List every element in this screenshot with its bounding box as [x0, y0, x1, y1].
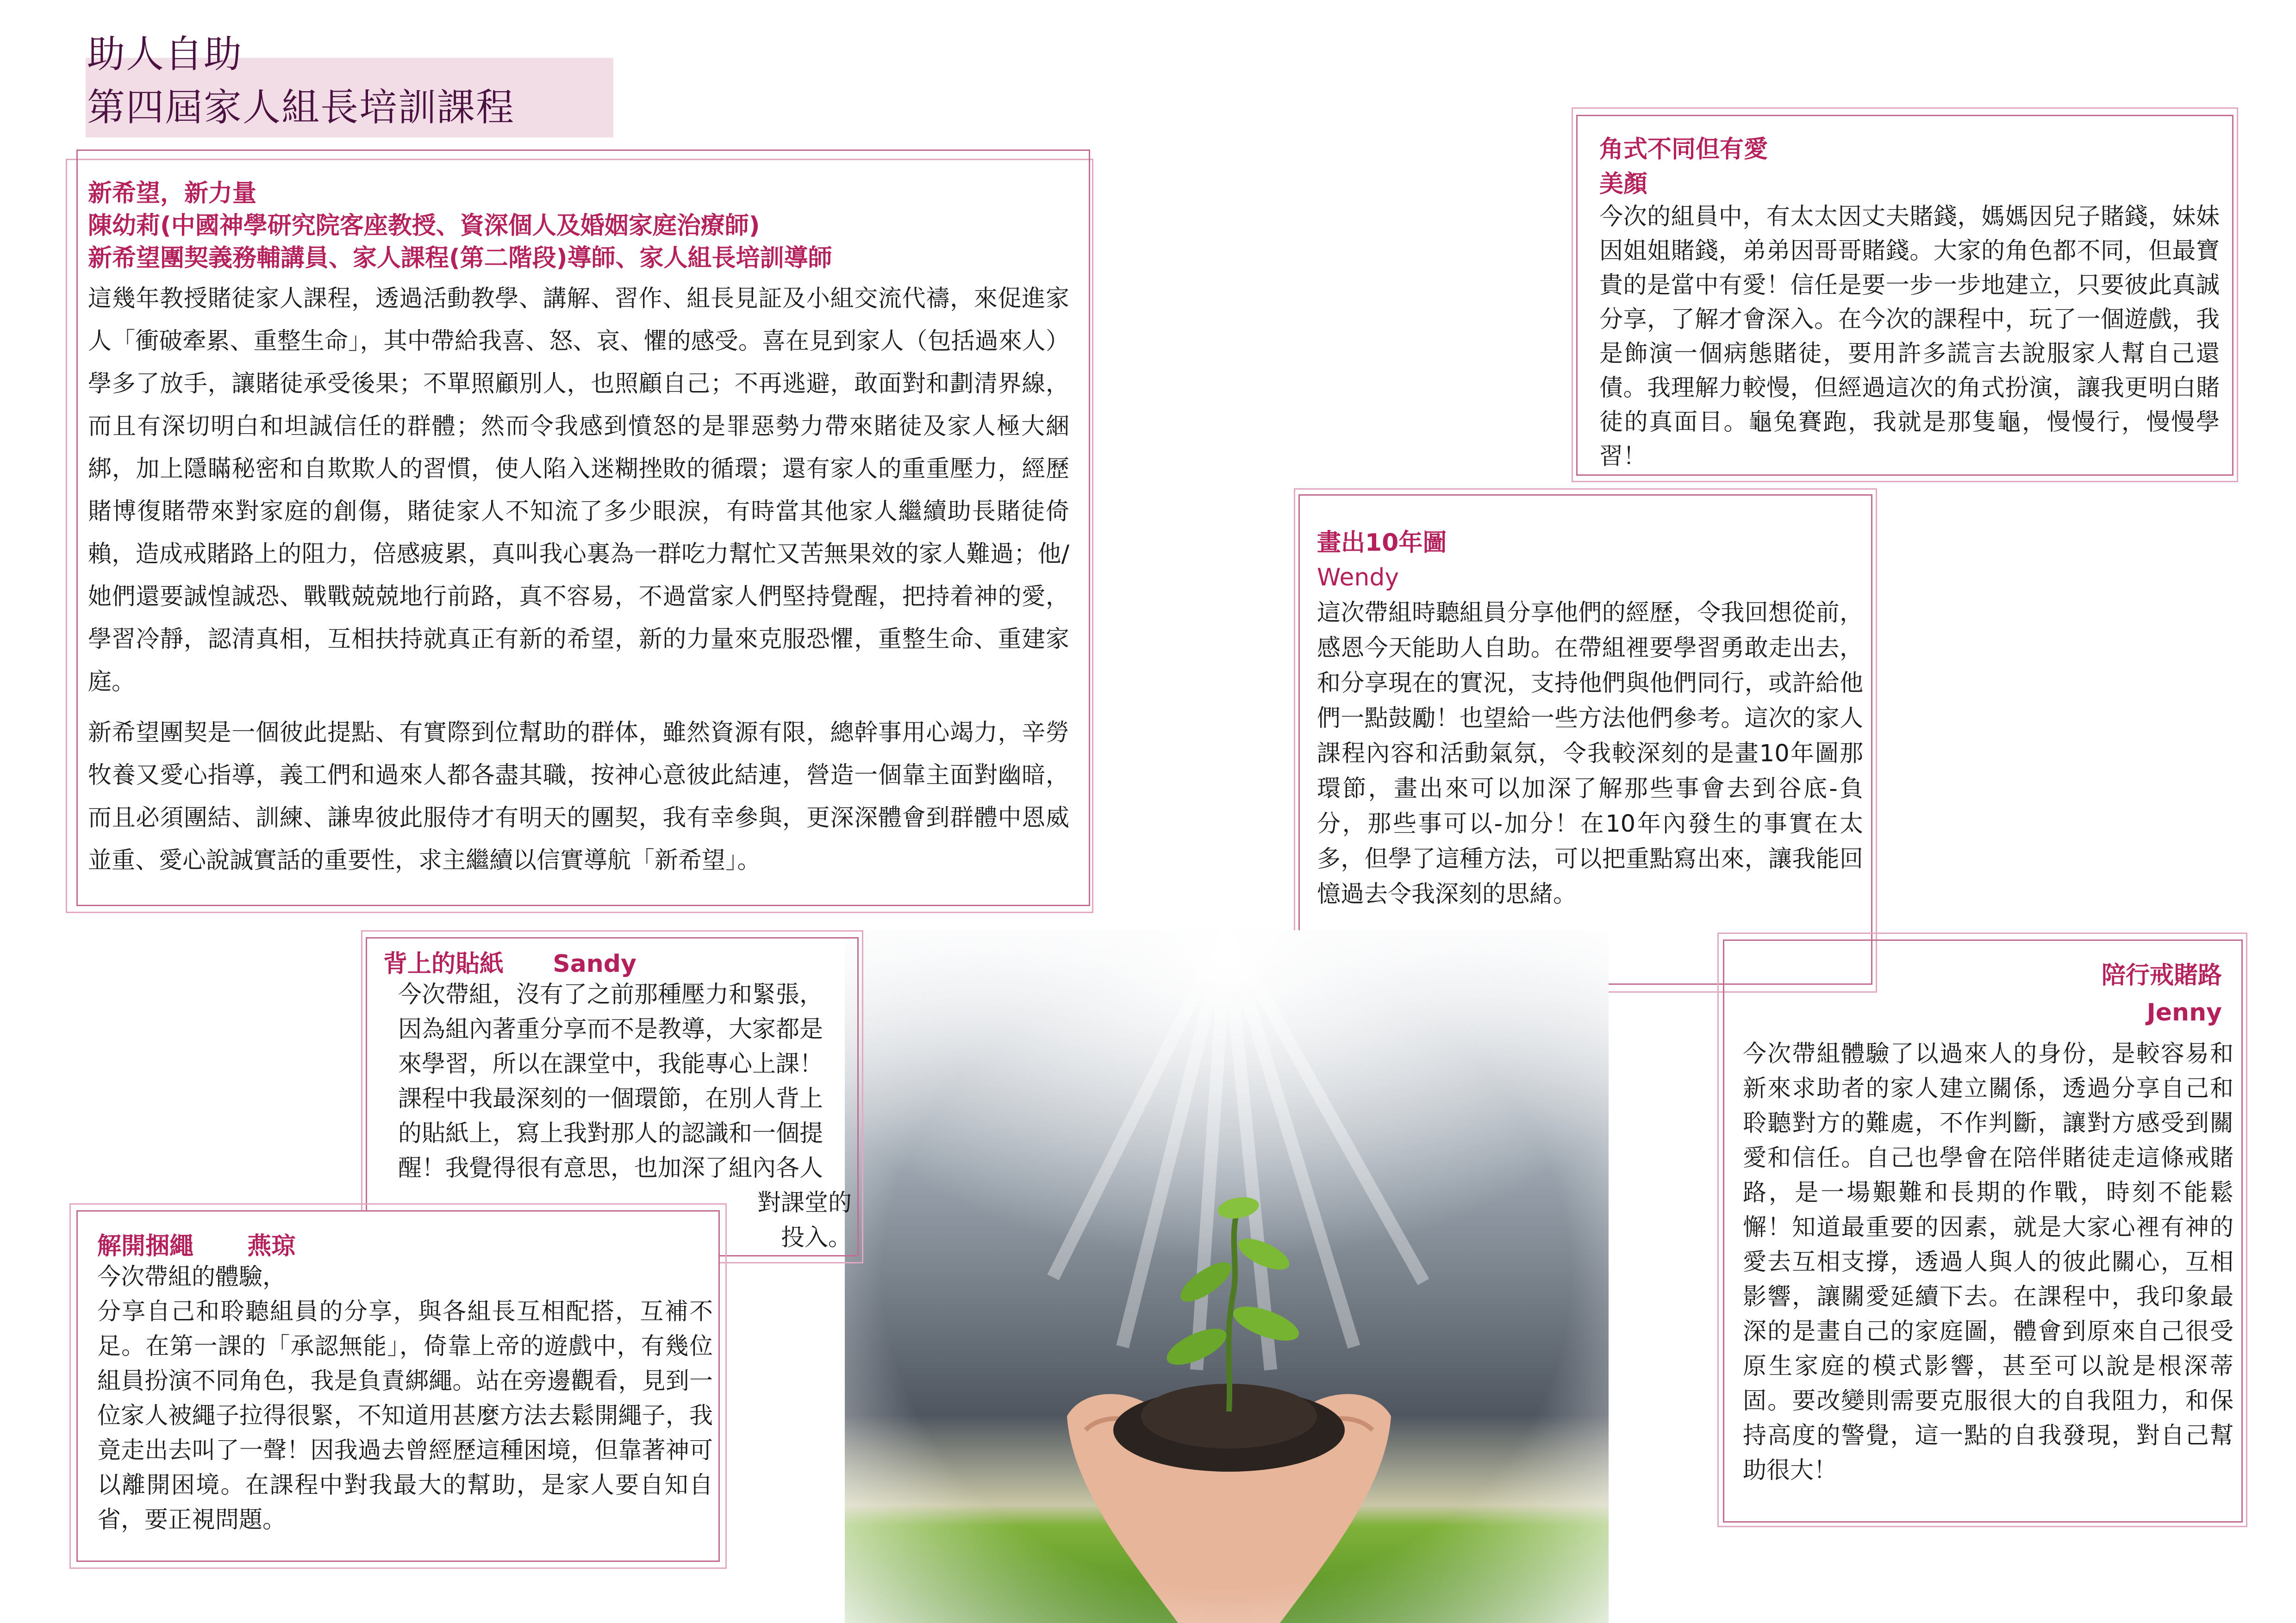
rope-text: 分享自己和聆聽組員的分享，與各組長互相配搭，互補不足。在第一課的「承認無能」，倚靠上帝的遊戲中，有幾位組員扮演不同角色，我是負責綁繩。站在旁邊觀看，見到一位家人被繩子拉得很緊，不知道用甚麼方法去鬆開繩子，我竟走出去叫了一聲！因我過去曾經歷這種困境，但靠著神可以離開困境。在課程中對我最大的幫助，是家人要自知自省，要正視問題。 — [97, 1298, 713, 1534]
accompany-author: Jenny — [2146, 999, 2222, 1026]
ten-year-body: 這次帶組時聽組員分享他們的經歷，令我回想從前，感恩今天能助人自助。在帶組裡要學習勇敢走出去，和分享現在的實況，支持他們與他們同行，或許給他們一點鼓勵！也望給一些方法他們參考。這次的家人課程內容和活動氣氛，令我較深刻的是畫10年圖那環節，畫出來可以加深了解那些事會去到谷底-負分，那些事可以-加分！在10年內發生的事實在太多，但學了這種方法，可以把重點寫出來，讓我能回憶過去令我深刻的思緒。 — [1317, 599, 1863, 908]
main-article-author: 陳幼莉(中國神學研究院客座教授、資深個人及婚姻家庭治療師) — [88, 212, 760, 240]
rope-heading: 解開捆繩 — [97, 1232, 194, 1260]
rope-author: 燕琼 — [247, 1232, 296, 1260]
sticker-heading: 背上的貼紙 — [383, 950, 504, 978]
ten-year-heading: 畫出10年圖 — [1317, 529, 1447, 557]
role-play-body: 今次的組員中，有太太因丈夫賭錢，媽媽因兒子賭錢，妹妹因姐姐賭錢，弟弟因哥哥賭錢。大家的角色都不同，但最寶貴的是當中有愛！信任是要一步一步地建立，只要彼此真誠分享，了解才會深入。在今次的課程中，玩了一個遊戲，我是飾演一個病態賭徒，要用許多謊言去說服家人幫自己還債。我理解力較慢，但經過這次的角式扮演，讓我更明白賭徒的真面目。龜兔賽跑，我就是那隻龜，慢慢行，慢慢學習！ — [1599, 203, 2220, 470]
sticker-line: 因為組內著重分享而不是教導，大家都是 — [398, 1016, 824, 1043]
rope-intro: 今次帶組的體驗， — [97, 1263, 287, 1291]
seedling-hands-illustration — [845, 930, 1609, 1623]
page-title-line1: 助人自助 — [87, 32, 243, 76]
main-article-para2: 新希望團契是一個彼此提點、有實際到位幫助的群体，雖然資源有限，總幹事用心竭力，辛勞牧養又愛心指導，義工們和過來人都各盡其職，按神心意彼此結連，營造一個靠主面對幽暗，而且必須團結、訓練、謙卑彼此服侍才有明天的團契，我有幸參與，更深深體會到群體中恩威並重、愛心說誠實話的重要性，求主繼續以信實導航「新希望」。 — [88, 719, 1069, 874]
accompany-heading: 陪行戒賭路 — [2101, 962, 2222, 989]
seedling-photo — [845, 930, 1609, 1623]
page-title-line2: 第四屆家人組長培訓課程 — [87, 86, 515, 130]
main-article-para1: 這幾年教授賭徒家人課程，透過活動教學、講解、習作、組長見証及小組交流代禱，來促進家人「衝破牽累、重整生命」，其中帶給我喜、怒、哀、懼的感受。喜在見到家人（包括過來人）學多了放手，讓賭徒承受後果；不單照顧別人，也照顧自己；不再逃避，敢面對和劃清界線，而且有深切明白和坦誠信任的群體；然而令我感到憤怒的是罪惡勢力帶來賭徒及家人極大綑綁，加上隱瞞秘密和自欺欺人的習慣，使人陷入迷糊挫敗的循環；還有家人的重重壓力，經歷賭博復賭帶來對家庭的創傷，賭徒家人不知流了多少眼淚，有時當其他家人繼續助長賭徒倚賴，造成戒賭路上的阻力，倍感疲累，真叫我心裏為一群吃力幫忙又苦無果效的家人難過；他/她們還要誠惶誠恐、戰戰兢兢地行前路，真不容易，不過當家人們堅持覺醒，把持着神的愛，學習冷靜，認清真相，互相扶持就真正有新的希望，新的力量來克服恐懼，重整生命、重建家庭。 — [88, 285, 1069, 696]
sticker-line: 對課堂的 — [757, 1189, 852, 1217]
sticker-line: 醒！我覺得很有意思，也加深了組內各人 — [398, 1155, 824, 1182]
main-article-author-roles: 新希望團契義務輔講員、家人課程(第二階段)導師、家人組長培訓導師 — [88, 244, 832, 272]
rope-heading-row — [97, 1231, 295, 1262]
sticker-heading-row — [383, 949, 636, 979]
sticker-author: Sandy — [553, 950, 636, 978]
accompany-body: 今次帶組體驗了以過來人的身份，是較容易和新來求助者的家人建立關係，透過分享自己和聆聽對方的難處，不作判斷，讓對方感受到關愛和信任。自己也學會在陪伴賭徒走這條戒賭路，是一場艱難和長期的作戰，時刻不能鬆懈！知道最重要的因素，就是大家心裡有神的愛去互相支撐，透過人與人的彼此關心，互相影響，讓關愛延續下去。在課程中，我印象最深的是畫自己的家庭圖，體會到原來自己很受原生家庭的模式影響，甚至可以說是根深蒂固。要改變則需要克服很大的自我阻力，和保持高度的警覺，這一點的自我發現，對自己幫助很大！ — [1743, 1040, 2234, 1484]
main-article-heading: 新希望，新力量 — [88, 180, 257, 207]
sticker-line: 投入。 — [780, 1224, 852, 1251]
sticker-line: 課程中我最深刻的一個環節，在別人背上 — [398, 1085, 824, 1113]
rope-body — [97, 1260, 713, 1537]
sticker-line: 今次帶組，沒有了之前那種壓力和緊張， — [398, 981, 824, 1008]
ten-year-author: Wendy — [1317, 564, 1399, 591]
main-article-body — [88, 278, 1069, 882]
sticker-line: 來學習，所以在課堂中，我能專心上課！ — [398, 1051, 824, 1078]
sticker-line: 的貼紙上，寫上我對那人的認識和一個提 — [398, 1120, 824, 1147]
role-play-author: 美顏 — [1599, 170, 1648, 198]
role-play-heading: 角式不同但有愛 — [1599, 136, 1768, 163]
